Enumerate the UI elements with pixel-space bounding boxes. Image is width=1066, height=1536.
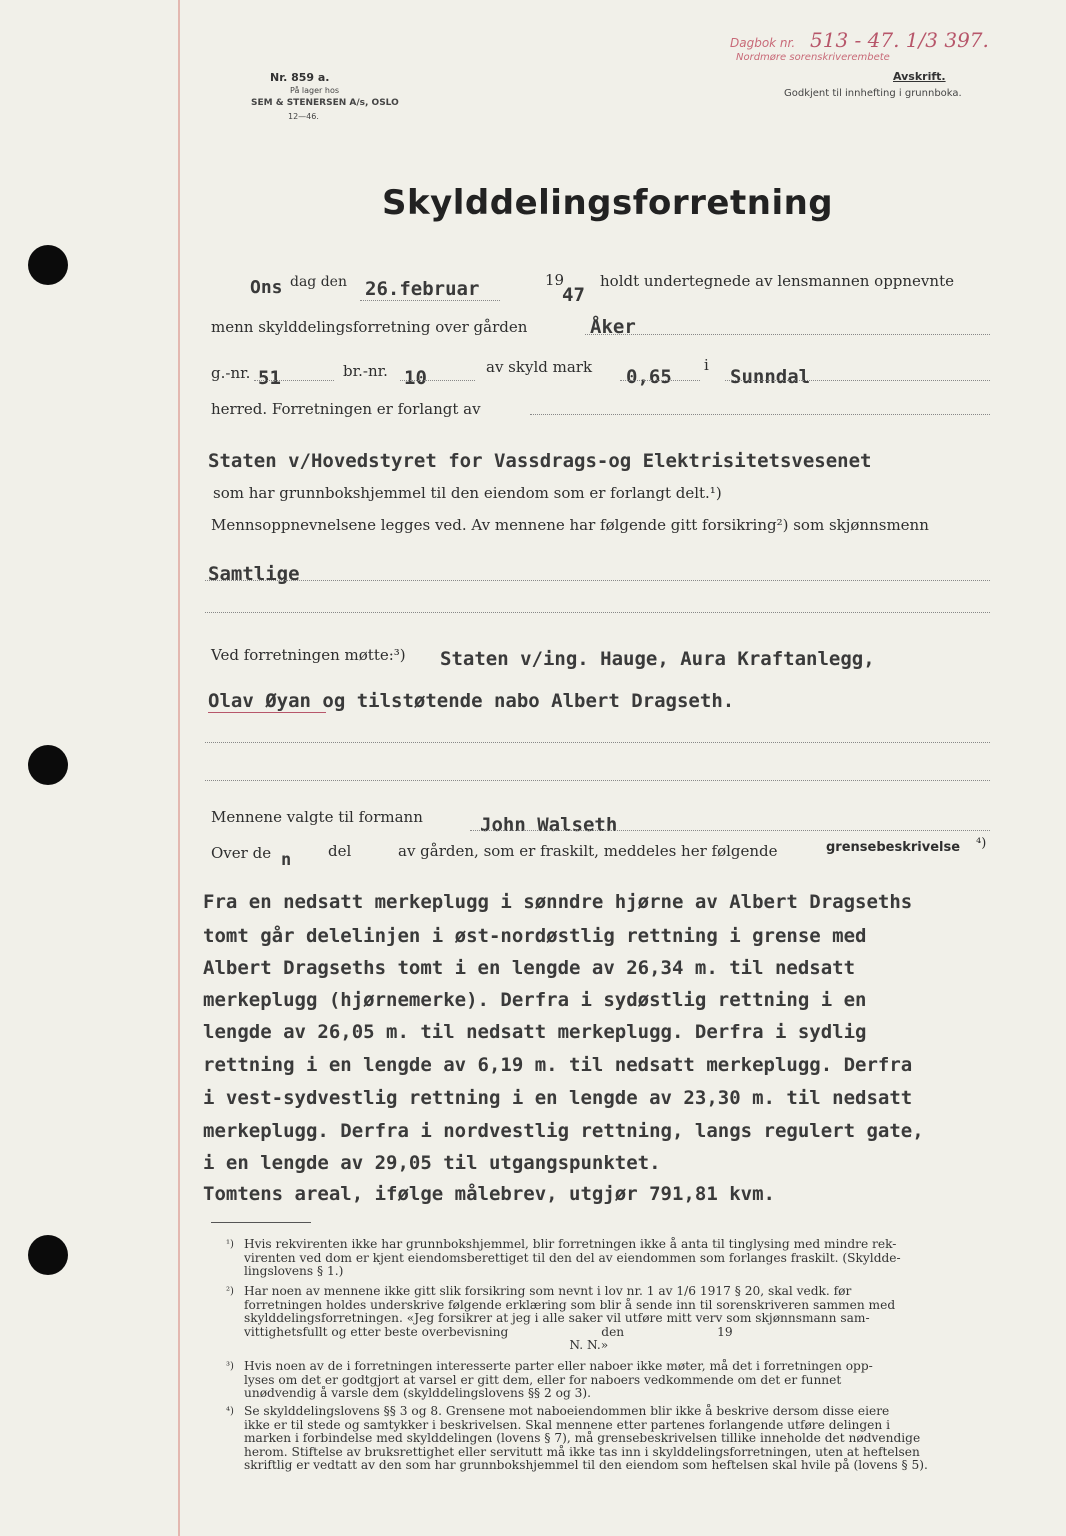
dag-den-label: dag den xyxy=(290,274,347,290)
punch-hole-middle xyxy=(28,745,68,785)
blank-dotline-2 xyxy=(205,742,990,743)
grunnbok-text: som har grunnbokshjemmel til den eiendom som er forlangt delt.¹) xyxy=(213,484,722,502)
i-label: i xyxy=(704,356,709,374)
municipality: Sunndal xyxy=(730,366,811,388)
description-line: Fra en nedsatt merkeplugg i sønndre hjørne av Albert Dragseths xyxy=(203,891,913,913)
footnote-mark-1: ¹) xyxy=(226,1239,234,1250)
description-line: rettning i en lengde av 6,19 m. til nedsatt merkeplugg. Derfra xyxy=(203,1054,913,1076)
mote-label: Ved forretningen møtte:³) xyxy=(211,646,406,664)
publisher-line-1: På lager hos xyxy=(290,86,339,95)
gnr-value: 51 xyxy=(258,367,281,389)
bnr-value: 10 xyxy=(404,367,427,389)
footnote-line: skylddelingsforretningen. «Jeg forsikrer at jeg i alle saker vil utføre mitt verv som skjønnsmann sam- xyxy=(244,1311,870,1325)
attendees-line-1: Staten v/ing. Hauge, Aura Kraftanlegg, xyxy=(440,648,875,670)
copy-label: Avskrift. xyxy=(893,70,946,83)
footnote-line: lyses om det er godtgjort at varsel er gitt dem, eller for naboers vedkommende om det er funnet xyxy=(244,1372,842,1387)
skyld-value: 0,65 xyxy=(626,366,672,388)
del-label: del xyxy=(328,842,352,860)
punch-hole-bottom xyxy=(28,1235,68,1275)
skyld-label: av skyld mark xyxy=(486,358,593,376)
year-prefix: 19 xyxy=(545,271,565,289)
footnote-1 xyxy=(244,1238,1004,1279)
footnote-2 xyxy=(244,1285,1004,1353)
footnote-separator xyxy=(211,1222,311,1223)
footnote-3 xyxy=(244,1360,1004,1401)
description-line: Albert Dragseths tomt i en lengde av 26,34 m. til nedsatt xyxy=(203,957,856,979)
over-n: n xyxy=(281,850,292,870)
handwritten-reference: 513 - 47. 1/3 397. xyxy=(810,28,989,52)
description-line: lengde av 26,05 m. til nedsatt merkeplugg. Derfra i sydlig xyxy=(203,1021,867,1043)
grense-mark: ⁴) xyxy=(976,836,987,851)
footnote-line: unødvendig å varsle dem (skylddelingslovens §§ 2 og 3). xyxy=(244,1386,592,1400)
bnr-label: br.-nr. xyxy=(343,362,388,380)
municipality-dotline xyxy=(725,380,990,381)
farm-dotline xyxy=(585,334,990,335)
formann-label: Mennene valgte til formann xyxy=(211,808,423,826)
description-line: Tomtens areal, ifølge målebrev, utgjør 791,81 kvm. xyxy=(203,1183,775,1205)
holdt-text: holdt undertegnede av lensmannen oppnevnte xyxy=(600,272,954,290)
date-value: 26.februar xyxy=(365,278,480,300)
over-label: Over de xyxy=(211,844,272,862)
farm-name: Åker xyxy=(590,316,636,338)
formann-dotline xyxy=(470,830,990,831)
court-office-stamp: Nordmøre sorenskriverembete xyxy=(736,52,890,63)
description-line: merkeplugg (hjørnemerke). Derfra i sydøstlig rettning i en xyxy=(203,989,867,1011)
herred-dotline xyxy=(530,414,990,415)
menn-text: menn skylddelingsforretning over gården xyxy=(211,318,528,336)
journal-stamp-label: Dagbok nr. xyxy=(730,36,796,50)
description-line: tomt går delelinjen i øst-nordøstlig rettning i grense med xyxy=(203,925,867,947)
footnote-line: marken i forbindelse med skylddelingen (lovens § 7), må grensebeskrivelsen tillike inneholde det nødvendige xyxy=(244,1431,921,1445)
document-title: Skylddelingsforretning xyxy=(382,183,834,223)
footnote-line: Hvis noen av de i forretningen interesserte parter eller naboer ikke møter, må det i forretningen opp- xyxy=(244,1359,873,1373)
footnote-line: lingslovens § 1.) xyxy=(244,1264,344,1278)
formann-value: John Walseth xyxy=(480,814,618,836)
footnote-line: Se skylddelingslovens §§ 3 og 8. Grensene mot naboeiendommen blir ikke å beskrive dersom disse eiere xyxy=(244,1404,890,1418)
herred-text: herred. Forretningen er forlangt av xyxy=(211,400,481,418)
name-underline xyxy=(208,712,326,713)
year-suffix: 47 xyxy=(562,284,585,306)
footnote-mark-3: ³) xyxy=(226,1361,234,1372)
weekday-prefix: Ons xyxy=(250,277,283,298)
skyld-dotline xyxy=(620,380,700,381)
punch-hole-top xyxy=(28,245,68,285)
fraskilt-text: av gården, som er fraskilt, meddeles her følgende xyxy=(398,842,778,860)
gnr-label: g.-nr. xyxy=(211,364,251,382)
sworn-dotline xyxy=(205,580,990,581)
red-margin-rule xyxy=(178,0,180,1536)
attendees-line-2: Olav Øyan og tilstøtende nabo Albert Dragseth. xyxy=(208,690,735,712)
footnote-line: vittighetsfullt og etter beste overbevisning den 19 xyxy=(244,1324,733,1339)
gnr-dotline xyxy=(254,380,334,381)
footnote-line: ikke er til stede og samtykker i beskrivelsen. Skal mennene etter partenes forlangende utføre delingen i xyxy=(244,1417,890,1432)
sworn-value: Samtlige xyxy=(208,563,300,585)
menns-text: Mennsoppnevnelsene legges ved. Av mennene har følgende gitt forsikring²) som skjønnsmenn xyxy=(211,516,929,534)
footnote-line: N. N.» xyxy=(244,1338,609,1352)
grense-label: grensebeskrivelse xyxy=(826,840,961,855)
footnote-mark-4: ⁴) xyxy=(226,1406,234,1417)
footnote-mark-2: ²) xyxy=(226,1286,234,1297)
footnote-line: virenten ved dom er kjent eiendomsberettiget til den del av eiendommen som forlanges fraskilt. (Skyldde- xyxy=(244,1250,901,1265)
approval-text: Godkjent til innhefting i grunnboka. xyxy=(784,88,962,99)
date-dotline xyxy=(360,300,500,301)
footnote-line: Har noen av mennene ikke gitt slik forsikring som nevnt i lov nr. 1 av 1/6 1917 § 20, skal vedk. før xyxy=(244,1284,852,1298)
description-line: i en lengde av 29,05 til utgangspunktet. xyxy=(203,1152,661,1174)
publisher-line-2: SEM & STENERSEN A/s, OSLO xyxy=(251,98,399,108)
footnote-line: Hvis rekvirenten ikke har grunnbokshjemmel, blir forretningen ikke å anta til tinglysing med mindre rek- xyxy=(244,1237,897,1251)
requester: Staten v/Hovedstyret for Vassdrags-og Elektrisitetsvesenet xyxy=(208,450,872,472)
footnote-line: skriftlig er vedtatt av den som har grunnbokshjemmel til den eiendom som heftelsen skal hvile på (lovens § 5). xyxy=(244,1458,928,1472)
footnote-line: herom. Stiftelse av bruksrettighet eller servitutt må ikke tas inn i skylddelingsforretningen, uten at heftelsen xyxy=(244,1444,920,1459)
footnote-line: forretningen holdes underskrive følgende erklæring som blir å sende inn til sorenskriveren sammen med xyxy=(244,1297,896,1312)
publisher-line-3: 12—46. xyxy=(288,112,319,121)
blank-dotline-1 xyxy=(205,612,990,613)
bnr-dotline xyxy=(400,380,475,381)
footnote-4 xyxy=(244,1405,1004,1473)
blank-dotline-3 xyxy=(205,780,990,781)
description-line: i vest-sydvestlig rettning i en lengde av 23,30 m. til nedsatt xyxy=(203,1087,913,1109)
form-number: Nr. 859 a. xyxy=(270,71,330,84)
description-line: merkeplugg. Derfra i nordvestlig rettning, langs regulert gate, xyxy=(203,1120,924,1142)
